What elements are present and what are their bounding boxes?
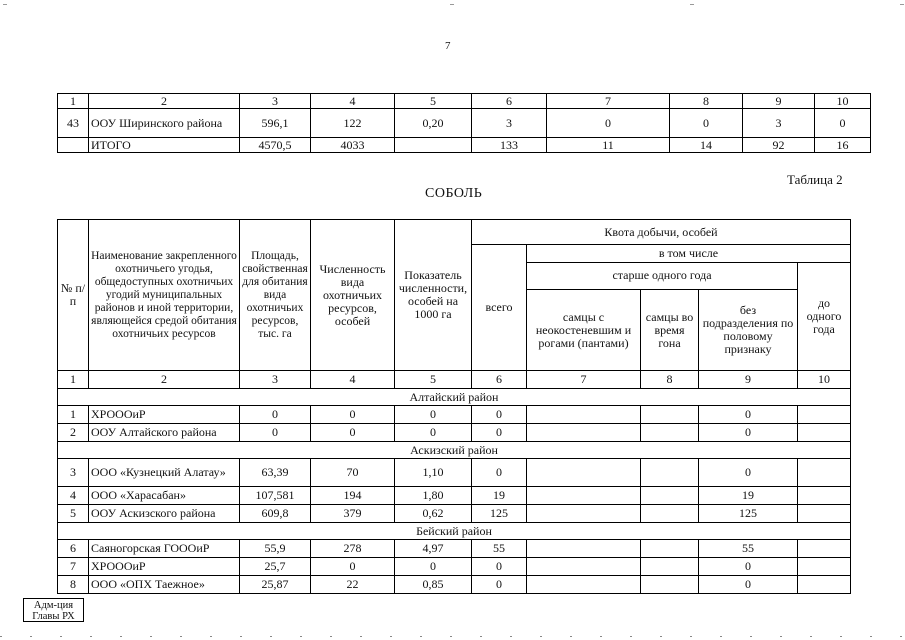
table-cell [798, 558, 851, 576]
table-cell: 5 [58, 505, 89, 523]
scan-artifact-line [0, 636, 905, 637]
table-cell: 122 [311, 109, 395, 138]
region-name: Бейский район [58, 523, 851, 540]
table-cell [527, 558, 641, 576]
table-cell: 55 [472, 540, 527, 558]
table-cell [527, 540, 641, 558]
table-row [58, 487, 851, 505]
region-name: Алтайский район [58, 389, 851, 406]
table-cell: 0 [240, 424, 311, 442]
table-title: СОБОЛЬ [425, 186, 483, 201]
table-cell: 6 [472, 371, 527, 389]
table-cell: ООУ Ширинского района [89, 109, 240, 138]
table-cell [527, 576, 641, 594]
table-cell: 55 [699, 540, 798, 558]
table-cell: 4 [58, 487, 89, 505]
table-cell: ООО «Харасабан» [89, 487, 240, 505]
continuation-table [57, 93, 871, 153]
table-cell: 5 [395, 94, 472, 109]
header-name: Наименование закрепленного охотничьего угодья, общедоступных охотничьих угодий муниципальных районов и иной территории, являющейся средой обитания охотничьих ресурсов [89, 220, 240, 371]
table-cell: 9 [743, 94, 815, 109]
table-cell [798, 576, 851, 594]
header-no-sex: без подразделения по половому признаку [699, 290, 798, 371]
table-cell: 107,581 [240, 487, 311, 505]
table-cell [798, 505, 851, 523]
region-header-row [58, 389, 851, 406]
table-cell: 19 [699, 487, 798, 505]
region-name: Аскизский район [58, 442, 851, 459]
stamp-line-2: Главы РХ [32, 611, 75, 622]
table-cell: 0 [395, 406, 472, 424]
table-row [58, 459, 851, 487]
table-cell: 9 [699, 371, 798, 389]
table-cell: Саяногорская ГОООиР [89, 540, 240, 558]
table-cell: 1 [58, 94, 89, 109]
table-cell: 4033 [311, 138, 395, 153]
table-cell [798, 424, 851, 442]
table-cell: 1,10 [395, 459, 472, 487]
table-cell [527, 505, 641, 523]
header-quota: Квота добычи, особей [472, 220, 851, 245]
table-cell: 10 [798, 371, 851, 389]
table-cell [641, 487, 699, 505]
table-cell [527, 487, 641, 505]
table-label: Таблица 2 [787, 172, 843, 187]
table-cell [798, 487, 851, 505]
table-cell: 92 [743, 138, 815, 153]
table-cell: 0 [395, 424, 472, 442]
table-row [58, 540, 851, 558]
table-cell: 609,8 [240, 505, 311, 523]
table-cell: 194 [311, 487, 395, 505]
table-cell: 0 [311, 406, 395, 424]
table-cell: 0 [395, 558, 472, 576]
table-row [58, 424, 851, 442]
table-cell [641, 576, 699, 594]
table-cell: ХРОООиР [89, 406, 240, 424]
table-cell: 6 [472, 94, 547, 109]
table-cell: 3 [58, 459, 89, 487]
table-cell: 55,9 [240, 540, 311, 558]
table-cell: 16 [815, 138, 871, 153]
table-cell [641, 540, 699, 558]
header-density: Показатель численности, особей на 1000 га [395, 220, 472, 371]
table-cell: 125 [472, 505, 527, 523]
quota-table [57, 219, 851, 594]
table-cell [798, 540, 851, 558]
header-num: № п/п [58, 220, 89, 371]
table-cell: 3 [240, 371, 311, 389]
table-cell: 133 [472, 138, 547, 153]
header-under-one: до одного года [798, 262, 851, 371]
region-header-row [58, 523, 851, 540]
header-area: Площадь, свойственная для обитания вида охотничьих ресурсов, тыс. га [240, 220, 311, 371]
table-cell: 3 [240, 94, 311, 109]
table-cell: 0,62 [395, 505, 472, 523]
table-cell: 0 [699, 459, 798, 487]
table-header-row [58, 94, 871, 109]
table-cell: 25,87 [240, 576, 311, 594]
table-cell: 0 [311, 558, 395, 576]
table-cell: 22 [311, 576, 395, 594]
table-cell: 10 [815, 94, 871, 109]
table-cell [395, 138, 472, 153]
table-cell: 0 [311, 424, 395, 442]
table-cell: 0 [472, 424, 527, 442]
table-cell [527, 459, 641, 487]
table-cell [527, 406, 641, 424]
table-cell: 0 [815, 109, 871, 138]
table-cell: 19 [472, 487, 527, 505]
table-cell: ООО «ОПХ Таежное» [89, 576, 240, 594]
table-cell [641, 558, 699, 576]
table-cell [641, 459, 699, 487]
table-cell: 2 [89, 371, 240, 389]
table-cell: 3 [472, 109, 547, 138]
header-count: Численность вида охотничьих ресурсов, особей [311, 220, 395, 371]
table-cell: 43 [58, 109, 89, 138]
table-cell: 0 [472, 459, 527, 487]
table-cell: ООО «Кузнецкий Алатау» [89, 459, 240, 487]
table-row [58, 505, 851, 523]
table-cell: 0 [699, 406, 798, 424]
header-older: старше одного года [527, 262, 798, 290]
table-cell: 0,20 [395, 109, 472, 138]
table-cell: 7 [58, 558, 89, 576]
column-number-row [58, 371, 851, 389]
table-cell [641, 424, 699, 442]
registration-stamp [23, 598, 84, 622]
table-cell: 0 [699, 576, 798, 594]
table-cell: 63,39 [240, 459, 311, 487]
table-cell: ООУ Аскизского района [89, 505, 240, 523]
table-cell: 0 [472, 576, 527, 594]
table-cell: 0 [472, 406, 527, 424]
header-males-rut: самцы во время гона [641, 290, 699, 371]
table-cell: 1,80 [395, 487, 472, 505]
table-cell: 0 [699, 424, 798, 442]
table-cell: 4,97 [395, 540, 472, 558]
table-cell: 8 [641, 371, 699, 389]
table-cell: ИТОГО [89, 138, 240, 153]
header-including: в том числе [527, 245, 851, 263]
table-cell: 2 [89, 94, 240, 109]
table-cell: ХРОООиР [89, 558, 240, 576]
table-cell: 0 [472, 558, 527, 576]
table-cell: 70 [311, 459, 395, 487]
table-cell: 7 [527, 371, 641, 389]
table-cell: 7 [547, 94, 670, 109]
table-cell [641, 406, 699, 424]
table-cell [641, 505, 699, 523]
table-row [58, 109, 871, 138]
table-cell: 8 [58, 576, 89, 594]
table-cell: 25,7 [240, 558, 311, 576]
header-males: самцы с неокостеневшим и рогами (пантами) [527, 290, 641, 371]
table-cell: 1 [58, 406, 89, 424]
header-total: всего [472, 245, 527, 371]
table-row [58, 406, 851, 424]
table-cell: 1 [58, 371, 89, 389]
table-cell: 4 [311, 371, 395, 389]
table-row [58, 138, 871, 153]
table-cell: 0 [240, 406, 311, 424]
table-cell: 3 [743, 109, 815, 138]
table-cell: 4 [311, 94, 395, 109]
table-cell [798, 406, 851, 424]
table-cell: 379 [311, 505, 395, 523]
table-cell [527, 424, 641, 442]
table-cell: 11 [547, 138, 670, 153]
page-number: 7 [445, 40, 451, 52]
table-cell: 0 [670, 109, 743, 138]
stamp-line-1: Адм-ция [33, 600, 74, 611]
table-cell: ООУ Алтайского района [89, 424, 240, 442]
table-cell: 596,1 [240, 109, 311, 138]
table-cell [58, 138, 89, 153]
table-cell: 0,85 [395, 576, 472, 594]
table-cell: 0 [547, 109, 670, 138]
table-cell: 5 [395, 371, 472, 389]
region-header-row [58, 442, 851, 459]
table-cell: 0 [699, 558, 798, 576]
table-cell: 8 [670, 94, 743, 109]
table-cell: 125 [699, 505, 798, 523]
table-cell: 278 [311, 540, 395, 558]
table-cell: 2 [58, 424, 89, 442]
table-cell: 6 [58, 540, 89, 558]
table-row [58, 576, 851, 594]
table-row [58, 558, 851, 576]
table-cell: 4570,5 [240, 138, 311, 153]
table-cell: 14 [670, 138, 743, 153]
table-cell [798, 459, 851, 487]
